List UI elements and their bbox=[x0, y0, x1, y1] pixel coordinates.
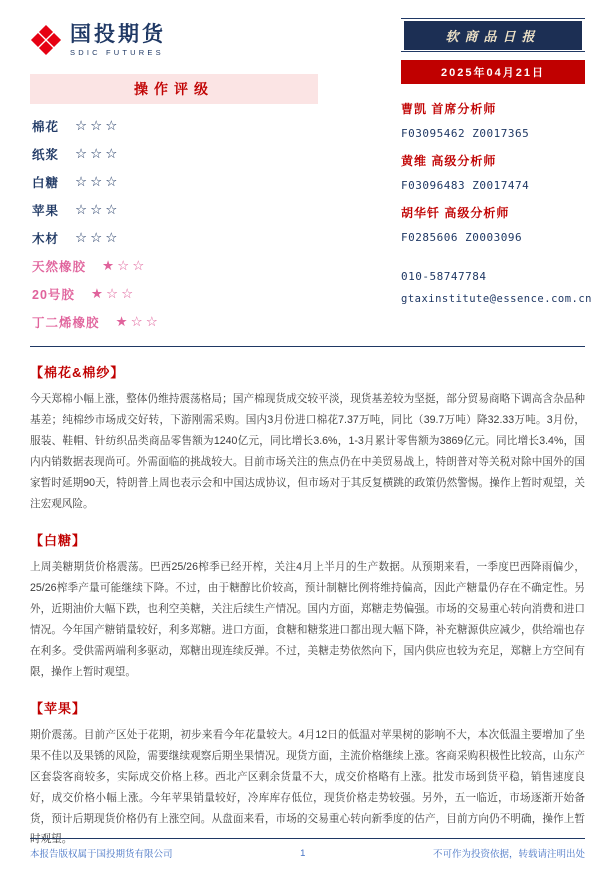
analyst-name-title bbox=[401, 152, 585, 169]
analyst-block bbox=[401, 152, 585, 192]
analyst-name-title bbox=[401, 204, 585, 221]
star-rating-icon: ☆☆☆ bbox=[75, 230, 121, 245]
section-text: 今天郑棉小幅上涨，整体仍维持震荡格局；国产棉现货成交较平淡，现货基差较为坚挺，部分贸易商略下调高含杂品种基差；纯棉纱市场成交好转，下游刚需采购。国内3月份进口棉花7.37万吨，同比（39.7万吨）降32.33万吨。3月份，服装、鞋帽、针纺织品类商品零售额为1240亿元，同比增长3.6%，1-3月累计零售额为3869亿元。同比增长3.4%，国内内销数据表现尚可。外需面临的挑战较大。目前市场关注的焦点仍在中美贸易战上，特朗普对等关税对除中国外的国家暂时延期90天，特朗普上周也表示会和中国达成协议，但市场对于其反复横跳的政策仍然警惕。操作上暂时观望，关注宏观风险。 bbox=[30, 393, 585, 510]
brand-logo bbox=[30, 18, 318, 62]
rating-name: 纸浆 bbox=[32, 148, 60, 162]
brand-text bbox=[70, 23, 166, 57]
star-rating-icon: ☆☆☆ bbox=[75, 118, 121, 133]
rating-row-natural-rubber bbox=[30, 252, 318, 280]
header-divider bbox=[30, 346, 585, 347]
brand-name: 国投期货 bbox=[70, 22, 166, 46]
rating-name: 白糖 bbox=[32, 176, 60, 190]
analyst-codes: F03095462 Z0017365 bbox=[401, 127, 530, 140]
section-text: 上周美糖期货价格震荡。巴西25/26榨季已经开榨，关注4月上半月的生产数据。从预期来看，一季度巴西降雨偏少，25/26榨季产量可能继续下降。不过，由于糖醇比价较高，预计制糖比例将维持偏高，因此产糖量仍存在不确定性。另外，近期油价大幅下跌，也利空美糖，关注后续生产情况。国内方面，郑糖走势偏强。市场的交易重心转向消费和进口情况。今年国产糖销量较好，利多郑糖。进口方面，食糖和糖浆进口都出现大幅下降，补充糖源供应减少，供给端也存在利多。受供需两端利多驱动，郑糖出现连续反弹。不过，美糖走势依然向下，国内供应也较为充足，郑糖上方空间有限，操作上暂时观望。 bbox=[30, 560, 585, 678]
section-cotton bbox=[30, 362, 585, 515]
footer-page-number: 1 bbox=[300, 847, 306, 859]
footer-disclaimer: 不可作为投资依据，转载请注明出处 bbox=[432, 849, 585, 860]
section-text: 期价震荡。目前产区处于花期，初步来看今年花量较大。4月12日的低温对苹果树的影响不大，本次低温主要增加了坐果不佳以及果锈的风险，需要继续观察后期坐果情况。现货方面，主流价格继续上涨。客商采购积极性比较高，山东产区套袋客商较多，实际成交价格上移。西北产区剩余货量不大，成交价格略有上涨。批发市场到货平稳，销售速度良好，成交价格小幅上涨。今年苹果销量较好，冷库库存低位，现货价格走势较强。另外，五一临近，市场逐渐开始备货，预计后期现货价格仍有上涨空间。从盘面来看，市场的交易重心转向新季度的估产，目前方向仍不明确，操作上暂时观望。 bbox=[30, 728, 585, 846]
rating-name: 丁二烯橡胶 bbox=[32, 316, 100, 330]
analyst-block bbox=[401, 100, 585, 140]
analyst-name-title bbox=[401, 100, 585, 117]
rating-row-apple bbox=[30, 196, 318, 224]
report-title: 软商品日报 bbox=[404, 21, 582, 50]
star-rating-icon: ☆☆☆ bbox=[75, 146, 121, 161]
analyst-name: 曹凯 bbox=[401, 102, 428, 116]
star-rating-icon: ☆☆☆ bbox=[75, 174, 121, 189]
page-footer bbox=[30, 838, 585, 860]
rating-name: 木材 bbox=[32, 232, 60, 246]
star-rating-icon: ★☆☆ bbox=[102, 258, 148, 273]
analyst-codes: F03096483 Z0017474 bbox=[401, 179, 530, 192]
rating-row-butadiene-rubber bbox=[30, 308, 318, 336]
star-rating-icon: ★☆☆ bbox=[115, 314, 161, 329]
section-heading: 【苹果】 bbox=[30, 700, 87, 716]
rating-name: 20号胶 bbox=[32, 288, 75, 302]
analyst-codes: F0285606 Z0003096 bbox=[401, 231, 523, 244]
brand-subtitle: SDIC FUTURES bbox=[70, 48, 164, 58]
left-column bbox=[30, 18, 318, 336]
section-heading: 【棉花&棉纱】 bbox=[30, 365, 125, 380]
rating-row-cotton bbox=[30, 112, 318, 140]
contact-phone: 010-58747784 bbox=[401, 270, 487, 283]
section-apple bbox=[30, 698, 585, 851]
rating-row-timber bbox=[30, 224, 318, 252]
report-date: 2025年04月21日 bbox=[401, 60, 585, 84]
section-sugar bbox=[30, 530, 585, 683]
contact-email[interactable]: gtaxinstitute@essence.com.cn bbox=[401, 293, 593, 305]
analyst-title: 高级分析师 bbox=[444, 206, 510, 220]
section-heading: 【白糖】 bbox=[30, 532, 87, 548]
sdic-logo-icon bbox=[30, 24, 62, 56]
rating-row-pulp bbox=[30, 140, 318, 168]
rating-row-sugar bbox=[30, 168, 318, 196]
rating-name: 棉花 bbox=[32, 120, 60, 134]
footer-copyright: 本报告版权属于国投期货有限公司 bbox=[30, 849, 173, 860]
report-title-band bbox=[401, 18, 585, 52]
analyst-name: 胡华钎 bbox=[401, 206, 441, 220]
rating-name: 苹果 bbox=[32, 204, 60, 218]
rating-name: 天然橡胶 bbox=[32, 260, 87, 274]
analyst-name: 黄维 bbox=[401, 154, 428, 168]
report-body bbox=[30, 362, 585, 850]
analyst-title: 高级分析师 bbox=[431, 154, 497, 168]
analyst-list bbox=[401, 100, 593, 305]
rating-row-rubber-20 bbox=[30, 280, 318, 308]
analyst-block bbox=[401, 204, 585, 244]
top-section bbox=[30, 18, 593, 336]
ratings-title: 操作评级 bbox=[30, 74, 318, 104]
right-column bbox=[401, 18, 593, 336]
star-rating-icon: ☆☆☆ bbox=[75, 202, 121, 217]
star-rating-icon: ★☆☆ bbox=[90, 286, 137, 301]
ratings-list bbox=[30, 112, 318, 336]
analyst-title: 首席分析师 bbox=[431, 102, 497, 116]
